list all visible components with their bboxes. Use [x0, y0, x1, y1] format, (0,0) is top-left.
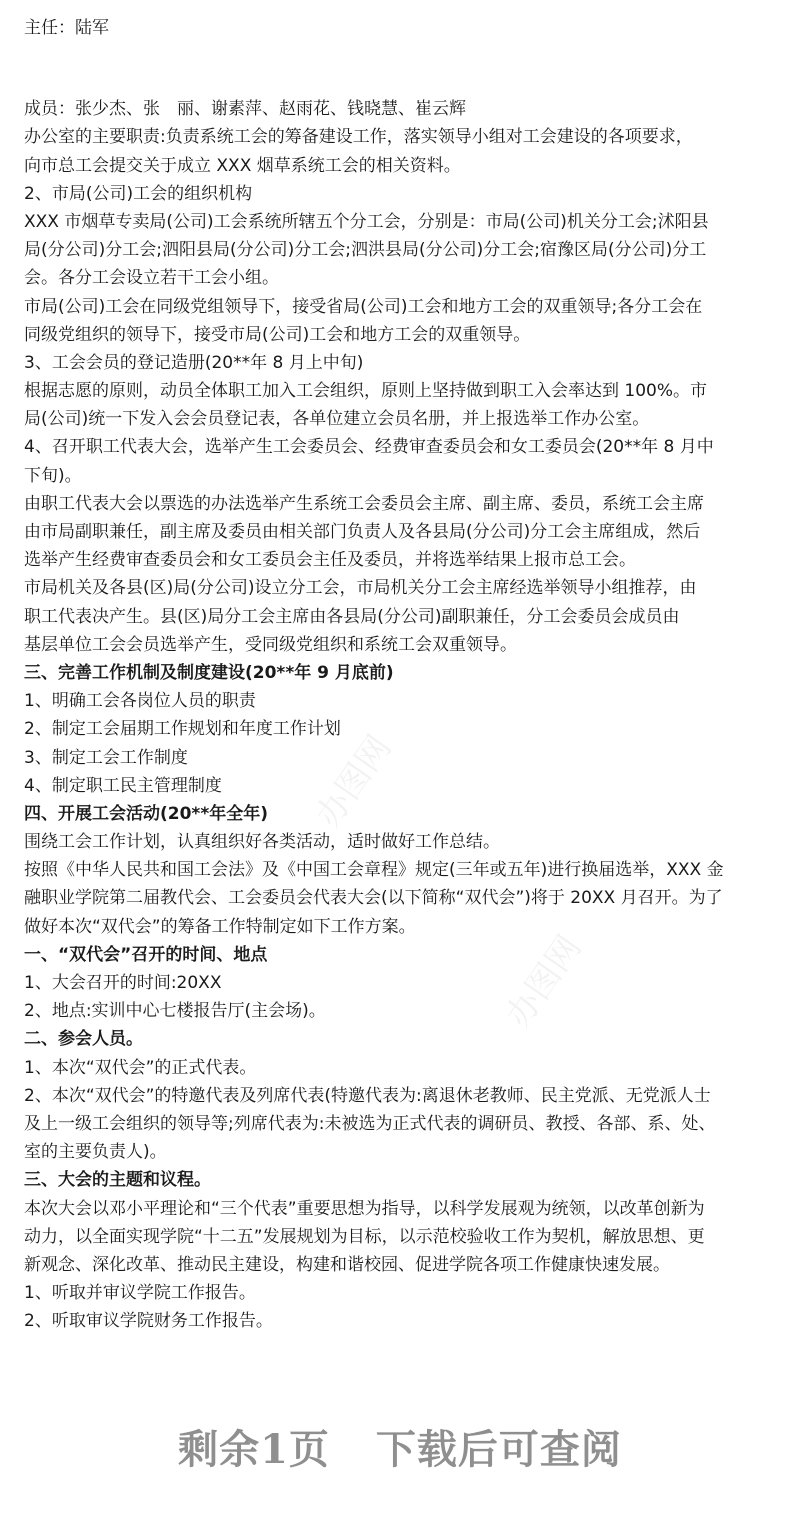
text-line: 选举产生经费审查委员会和女工委员会主任及委员，并将选举结果上报市总工会。 [24, 550, 636, 571]
paragraph [24, 715, 780, 743]
text-line: 2、听取审议学院财务工作报告。 [24, 1311, 273, 1332]
text-line: 一、“双代会”召开的时间、地点 [24, 944, 268, 965]
text-line: 动力，以全面实现学院“十二五”发展规划为目标，以示范校验收工作为契机，解放思想、更 [24, 1226, 705, 1247]
section-heading [24, 1166, 780, 1194]
text-line: 市局机关及各县(区)局(分公司)设立分工会，市局机关分工会主席经选举领导小组推荐，由 [24, 578, 697, 599]
text-line: 2、本次“双代会”的特邀代表及列席代表(特邀代表为:离退休老教师、民主党派、无党派人士 [24, 1085, 711, 1106]
paragraph [24, 180, 780, 208]
document-body [24, 0, 780, 1335]
paragraph [24, 208, 780, 293]
text-line: 局(分公司)分工会;泗阳县局(分公司)分工会;泗洪县局(分公司)分工会;宿豫区局(分公司)分工 [24, 240, 707, 261]
text-line: 三、完善工作机制及制度建设(20**年 9 月底前) [24, 662, 394, 683]
text-line: 1、听取并审议学院工作报告。 [24, 1283, 256, 1304]
text-line: 基层单位工会会员选举产生，受同级党组织和系统工会双重领导。 [24, 634, 517, 655]
director-line: 主任：陆军 [24, 18, 109, 38]
paragraph [24, 1307, 780, 1335]
text-line: 局(公司)统一下发入会会员登记表，各单位建立会员名册，并上报选举工作办公室。 [24, 409, 650, 430]
remaining-pages-banner[interactable] [0, 1418, 800, 1482]
text-line: 向市总工会提交关于成立 XXX 烟草系统工会的相关资料。 [24, 155, 461, 176]
section-heading [24, 659, 780, 687]
paragraph [24, 123, 780, 179]
text-line: 围绕工会工作计划，认真组织好各类活动，适时做好工作总结。 [24, 832, 500, 853]
text-line: 四、开展工会活动(20**年全年) [24, 803, 268, 824]
paragraph [24, 997, 780, 1025]
text-line: 三、大会的主题和议程。 [24, 1170, 211, 1191]
paragraph [24, 433, 780, 489]
text-line: 1、本次“双代会”的正式代表。 [24, 1057, 257, 1078]
text-line: 职工代表决产生。县(区)局分工会主席由各县局(分公司)副职兼任，分工会委员会成员由 [24, 606, 680, 627]
text-line: 4、制定职工民主管理制度 [24, 775, 222, 796]
paragraph [24, 349, 780, 377]
text-line: 由市局副职兼任，副主席及委员由相关部门负责人及各县局(分公司)分工会主席组成，然后 [24, 522, 701, 542]
text-line: 2、制定工会届期工作规划和年度工作计划 [24, 719, 341, 740]
paragraph [24, 1195, 780, 1280]
text-line: 3、制定工会工作制度 [24, 747, 188, 768]
paragraph [24, 1054, 780, 1082]
paragraph [24, 574, 780, 659]
paragraph [24, 687, 780, 715]
text-line: 按照《中华人民共和国工会法》及《中国工会章程》规定(三年或五年)进行换届选举，XXX 金 [24, 860, 724, 881]
paragraph [24, 856, 780, 941]
section-heading [24, 941, 780, 969]
watermark-text: 办图网 [498, 928, 590, 1035]
section-heading [24, 800, 780, 828]
text-line: 会。各分工会设立若干工会小组。 [24, 268, 279, 289]
section-heading [24, 1025, 780, 1053]
paragraph [24, 377, 780, 433]
text-line: 4、召开职工代表大会，选举产生工会委员会、经费审查委员会和女工委员会(20**年 8 月中 [24, 437, 714, 458]
text-line: 2、地点:实训中心七楼报告厅(主会场)。 [24, 1001, 326, 1022]
text-line: 新观念、深化改革、推动民主建设，构建和谐校园、促进学院各项工作健康快速发展。 [24, 1254, 670, 1275]
text-line: 1、大会召开的时间:20XX [24, 973, 222, 993]
text-line: 本次大会以邓小平理论和“三个代表”重要思想为指导，以科学发展观为统领，以改革创新为 [24, 1198, 705, 1219]
paragraph [24, 772, 780, 800]
paragraph-list [24, 123, 780, 1335]
text-line: 市局(公司)工会在同级党组领导下，接受省局(公司)工会和地方工会的双重领导;各分工会在 [24, 296, 703, 317]
paragraph [24, 293, 780, 349]
paragraph [24, 828, 780, 856]
paragraph [24, 969, 780, 997]
text-line: 融职业学院第二届教代会、工会委员会代表大会(以下简称“双代会”)将于 20XX 月召开。为了 [24, 888, 723, 909]
blank-gap [24, 42, 780, 95]
text-line: 3、工会会员的登记造册(20**年 8 月上中旬) [24, 352, 364, 373]
members-line: 成员：张少杰、张 丽、谢素萍、赵雨花、钱晓慧、崔云辉 [24, 99, 466, 120]
text-line: 二、参会人员。 [24, 1029, 143, 1050]
text-line: 2、市局(公司)工会的组织机构 [24, 183, 253, 204]
text-line: 室的主要负责人)。 [24, 1142, 167, 1163]
text-line: 做好本次“双代会”的筹备工作特制定如下工作方案。 [24, 916, 416, 937]
text-line: 根据志愿的原则，动员全体职工加入工会组织，原则上坚持做到职工入会率达到 100%。市 [24, 381, 708, 402]
download-prompt-label: 下载后可查阅 [375, 1426, 622, 1473]
paragraph [24, 1082, 780, 1167]
paragraph [24, 490, 780, 575]
text-line: 由职工代表大会以票选的办法选举产生系统工会委员会主席、副主席、委员，系统工会主席 [24, 493, 704, 514]
text-line: XXX 市烟草专卖局(公司)工会系统所辖五个分工会，分别是：市局(公司)机关分工会;沭阳县 [24, 211, 709, 232]
text-line: 1、明确工会各岗位人员的职责 [24, 691, 256, 712]
text-line: 办公室的主要职责:负责系统工会的筹备建设工作，落实领导小组对工会建设的各项要求， [24, 127, 693, 148]
paragraph [24, 744, 780, 772]
watermark-text: 办图网 [308, 728, 400, 835]
text-line: 及上一级工会组织的领导等;列席代表为:未被选为正式代表的调研员、教授、各部、系、处、 [24, 1113, 716, 1134]
text-line: 同级党组织的领导下，接受市局(公司)工会和地方工会的双重领导。 [24, 324, 531, 345]
remaining-pages-label: 剩余1页 [178, 1426, 330, 1473]
text-line: 下旬)。 [24, 465, 82, 486]
paragraph [24, 1279, 780, 1307]
